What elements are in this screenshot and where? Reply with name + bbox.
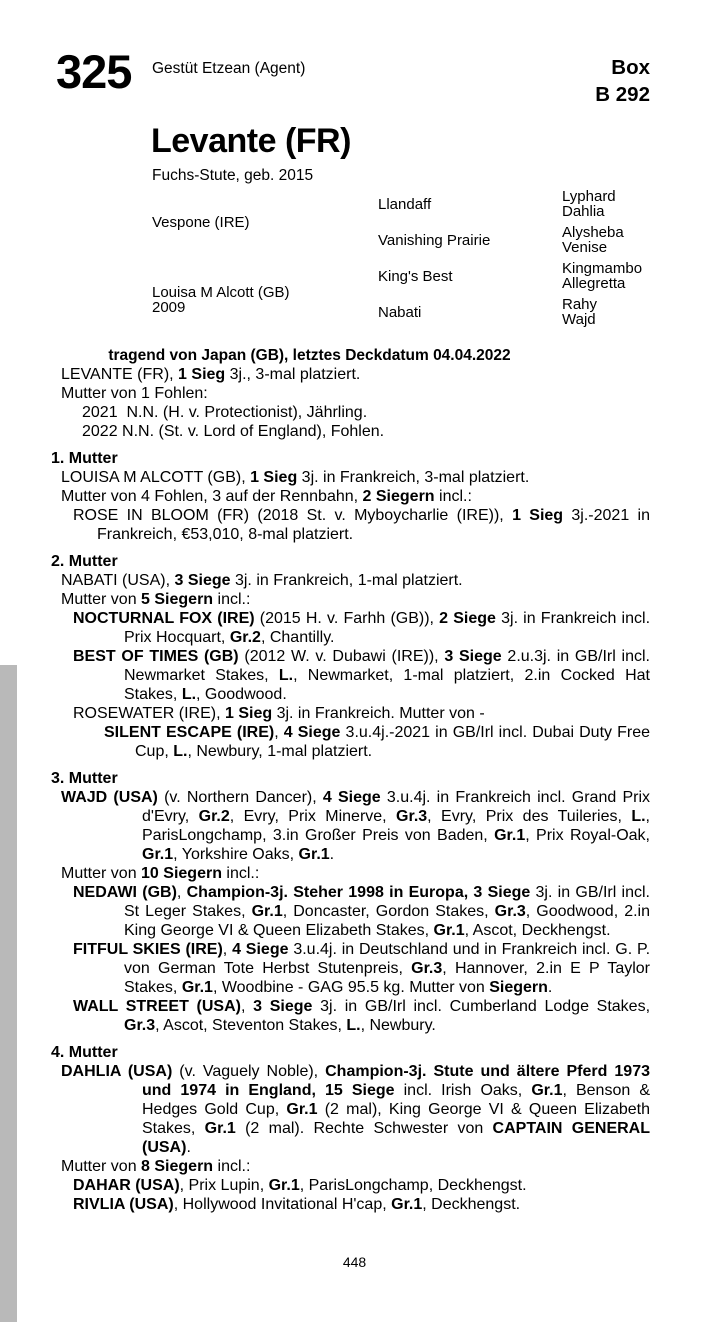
great-grandparent-name: Rahy — [562, 296, 598, 313]
catalog-text — [51, 365, 650, 1214]
catalog-paragraph: LEVANTE (FR), 1 Sieg 3j., 3-mal platziert. — [61, 366, 361, 383]
grandparent-name: Llandaff — [378, 195, 432, 213]
catalog-paragraph: ROSEWATER (IRE), 1 Sieg 3j. in Frankreich. Mutter von - — [73, 705, 485, 722]
page-number: 448 — [342, 1254, 367, 1270]
pedigree-table — [152, 189, 709, 327]
great-grandparent-name: Kingmambo — [562, 260, 643, 277]
catalog-paragraph: BEST OF TIMES (GB) (2012 W. v. Dubawi (IRE)), 3 Siege 2.u.3j. in GB/Irl incl. Newmarket Stakes, L., Newmarket, 1-mal platziert, 2.in Cocked Hat Stakes, L., Goodwood. — [73, 648, 651, 703]
catalog-paragraph: WALL STREET (USA), 3 Siege 3j. in GB/Irl incl. Cumberland Lodge Stakes, Gr.3, Ascot, Steventon Stakes, L., Newbury. — [73, 998, 651, 1034]
grandparent-name: King's Best — [378, 267, 453, 285]
catalog-paragraph: DAHLIA (USA) (v. Vaguely Noble), Champion-3j. Stute und ältere Pferd 1973 und 1974 in England, 15 Siege incl. Irish Oaks, Gr.1, Benson & Hedges Gold Cup, Gr.1 (2 mal), King George VI & Queen Elizabeth Stakes, Gr.1 (2 mal). Rechte Schwester von CAPTAIN GENERAL (USA). — [61, 1063, 651, 1156]
section-heading: 2. Mutter — [51, 553, 118, 570]
box-number: B 292 — [595, 83, 650, 106]
sire-name: Vespone (IRE) — [152, 213, 250, 231]
dam-year: 2009 — [152, 299, 186, 316]
great-grandparent-name: Alysheba — [562, 224, 624, 241]
catalog-paragraph: RIVLIA (USA), Hollywood Invitational H'cap, Gr.1, Deckhengst. — [73, 1196, 521, 1213]
left-margin-bar — [0, 665, 17, 1322]
dam-name: Louisa M Alcott (GB) — [152, 284, 290, 301]
catalog-paragraph: WAJD (USA) (v. Northern Dancer), 4 Siege 3.u.4j. in Frankreich incl. Grand Prix d'Evry, Gr.2, Evry, Prix Minerve, Gr.3, Evry, Prix des Tuileries, L., ParisLongchamp, 3.in Großer Preis von Baden, Gr.1, Prix Royal-Oak, Gr.1, Yorkshire Oaks, Gr.1. — [61, 789, 651, 863]
section-heading: 3. Mutter — [51, 770, 118, 787]
catalog-paragraph: NOCTURNAL FOX (IRE) (2015 H. v. Farhh (GB)), 2 Siege 3j. in Frankreich incl. Prix Hocquart, Gr.2, Chantilly. — [73, 610, 651, 646]
covering-note: tragend von Japan (GB), letztes Deckdatum 04.04.2022 — [108, 347, 511, 364]
catalog-paragraph: 2022 N.N. (St. v. Lord of England), Fohlen. — [82, 423, 385, 440]
grandparent-name: Vanishing Prairie — [378, 231, 491, 249]
horse-name: Levante (FR) — [151, 122, 351, 160]
consignor: Gestüt Etzean (Agent) — [152, 60, 306, 77]
box-label: Box — [611, 56, 650, 79]
horse-description: Fuchs-Stute, geb. 2015 — [152, 167, 314, 184]
catalog-paragraph: NABATI (USA), 3 Siege 3j. in Frankreich, 1-mal platziert. — [61, 572, 463, 589]
catalog-paragraph: Mutter von 8 Siegern incl.: — [61, 1158, 251, 1175]
great-grandparent-name: Wajd — [562, 311, 596, 328]
grandparent-name: Nabati — [378, 303, 422, 321]
catalog-paragraph: FITFUL SKIES (IRE), 4 Siege 3.u.4j. in Deutschland und in Frankreich incl. G. P. von German Tote Herbst Stutenpreis, Gr.3, Hannover, 2.in E P Taylor Stakes, Gr.1, Woodbine - GAG 95.5 kg. Mutter von Siegern. — [73, 941, 651, 996]
great-grandparent-name: Lyphard — [562, 188, 616, 205]
great-grandparent-name: Dahlia — [562, 203, 605, 220]
catalog-paragraph: Mutter von 10 Siegern incl.: — [61, 865, 260, 882]
dam-cell — [152, 261, 378, 327]
catalog-paragraph: Mutter von 5 Siegern incl.: — [61, 591, 251, 608]
great-grandparent-name: Venise — [562, 239, 608, 256]
lot-number: 325 — [56, 45, 132, 98]
catalog-paragraph: ROSE IN BLOOM (FR) (2018 St. v. Myboycharlie (IRE)), 1 Sieg 3j.-2021 in Frankreich, €53,010, 8-mal platziert. — [73, 507, 650, 543]
box-info — [595, 54, 650, 108]
catalog-paragraph: LOUISA M ALCOTT (GB), 1 Sieg 3j. in Frankreich, 3-mal platziert. — [61, 469, 530, 486]
catalog-paragraph: Mutter von 1 Fohlen: — [61, 385, 208, 402]
catalog-paragraph: SILENT ESCAPE (IRE), 4 Siege 3.u.4j.-2021 in GB/Irl incl. Dubai Duty Free Cup, L., Newbury, 1-mal platziert. — [104, 724, 651, 760]
catalog-paragraph: DAHAR (USA), Prix Lupin, Gr.1, ParisLongchamp, Deckhengst. — [73, 1177, 527, 1194]
catalog-paragraph: NEDAWI (GB), Champion-3j. Steher 1998 in Europa, 3 Siege 3j. in GB/Irl incl. St Leger Stakes, Gr.1, Doncaster, Gordon Stakes, Gr.3, Goodwood, 2.in King George VI & Queen Elizabeth Stakes, Gr.1, Ascot, Deckhengst. — [73, 884, 651, 939]
great-grandparent-name: Allegretta — [562, 275, 626, 292]
catalog-paragraph: Mutter von 4 Fohlen, 3 auf der Rennbahn, 2 Siegern incl.: — [61, 488, 472, 505]
catalog-paragraph: 2021 N.N. (H. v. Protectionist), Jährling. — [82, 404, 368, 421]
section-heading: 4. Mutter — [51, 1044, 118, 1061]
section-heading: 1. Mutter — [51, 450, 118, 467]
